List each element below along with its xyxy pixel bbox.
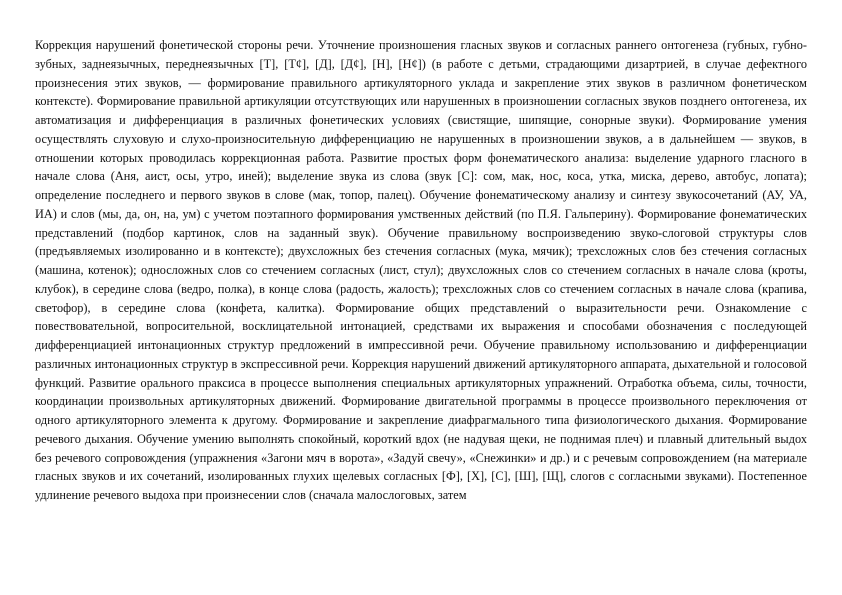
body-paragraph: Коррекция нарушений фонетической стороны речи. Уточнение произношения гласных звуков и согласных раннего онтогенеза (губных, губно-зубных, заднеязычных, переднеязычных [Т], [Т¢], [Д], [Д¢], [Н], [Н¢]) (в работе с детьми, страдающими дизартрией, в случае дефектного произнесения этих звуков, — формирование правильного артикуляторного уклада и закрепление этих звуков в различном фонетическом контексте). Формирование правильной артикуляции отсутствующих или нарушенных в произношении согласных звуков позднего онтогенеза, их автоматизация и дифференциация в различных фонетических условиях (свистящие, шипящие, сонорные звуки). Формирование умения осуществлять слуховую и слухо-произносительную дифференциацию не нарушенных в произношении звуков, а в дальнейшем — звуков, в отношении которых проводилась коррекционная работа. Развитие простых форм фонематического анализа: выделение ударного гласного в начале слова (Аня, аист, осы, утро, иней); выделение звука из слова (звук [С]: сом, мак, нос, коса, утка, миска, дерево, автобус, лопата); определение последнего и первого звуков в слове (мак, топор, палец). Обучение фонематическому анализу и синтезу звукосочетаний (АУ, УА, ИА) и слов (мы, да, он, на, ум) с учетом поэтапного формирования умственных действий (по П.Я. Гальперину). Формирование фонематических представлений (подбор картинок, слов на заданный звук). Обучение правильному воспроизведению звуко-слоговой структуры слов (предъявляемых изолированно и в контексте); двухсложных без стечения согласных (мука, мячик); трехсложных слов без стечения согласных (машина, котенок); односложных слов со стечением согласных (лист, стул); двухсложных слов со стечением согласных в начале слова (кроты, клубок), в середине слова (ведро, полка), в конце слова (радость, жалость); трехсложных слов со стечением согласных в начале слова (крапива, светофор), в середине слова (конфета, калитка). Формирование общих представлений о выразительности речи. Ознакомление с повествовательной, вопросительной, восклицательной интонацией, средствами их выражения и способами обозначения с последующей дифференциацией интонационных структур предложений в импрессивной речи. Обучение правильному использованию и дифференциации различных интонационных структур в экспрессивной речи. Коррекция нарушений движений артикуляторного аппарата, дыхательной и голосовой функций. Развитие орального праксиса в процессе выполнения специальных артикуляторных упражнений. Отработка объема, силы, точности, координации произвольных артикуляторных движений. Формирование двигательной программы в процессе произвольного переключения от одного артикуляторного элемента к другому. Формирование и закрепление диафрагмального типа физиологического дыхания. Формирование речевого дыхания. Обучение умению выполнять спокойный, короткий вдох (не надувая щеки, не поднимая плеч) и плавный длительный выдох без речевого сопровождения (упражнения «Загони мяч в ворота», «Задуй свечу», «Снежинки» и др.) и с речевым сопровождением (на материале гласных звуков и их сочетаний, изолированных глухих щелевых согласных [Ф], [Х], [С], [Ш], [Щ], слогов с согласными звуками). Постепенное удлинение речевого выдоха при произнесении слов (сначала малослоговых, затем <box>35 38 807 502</box>
document-page <box>35 36 807 566</box>
